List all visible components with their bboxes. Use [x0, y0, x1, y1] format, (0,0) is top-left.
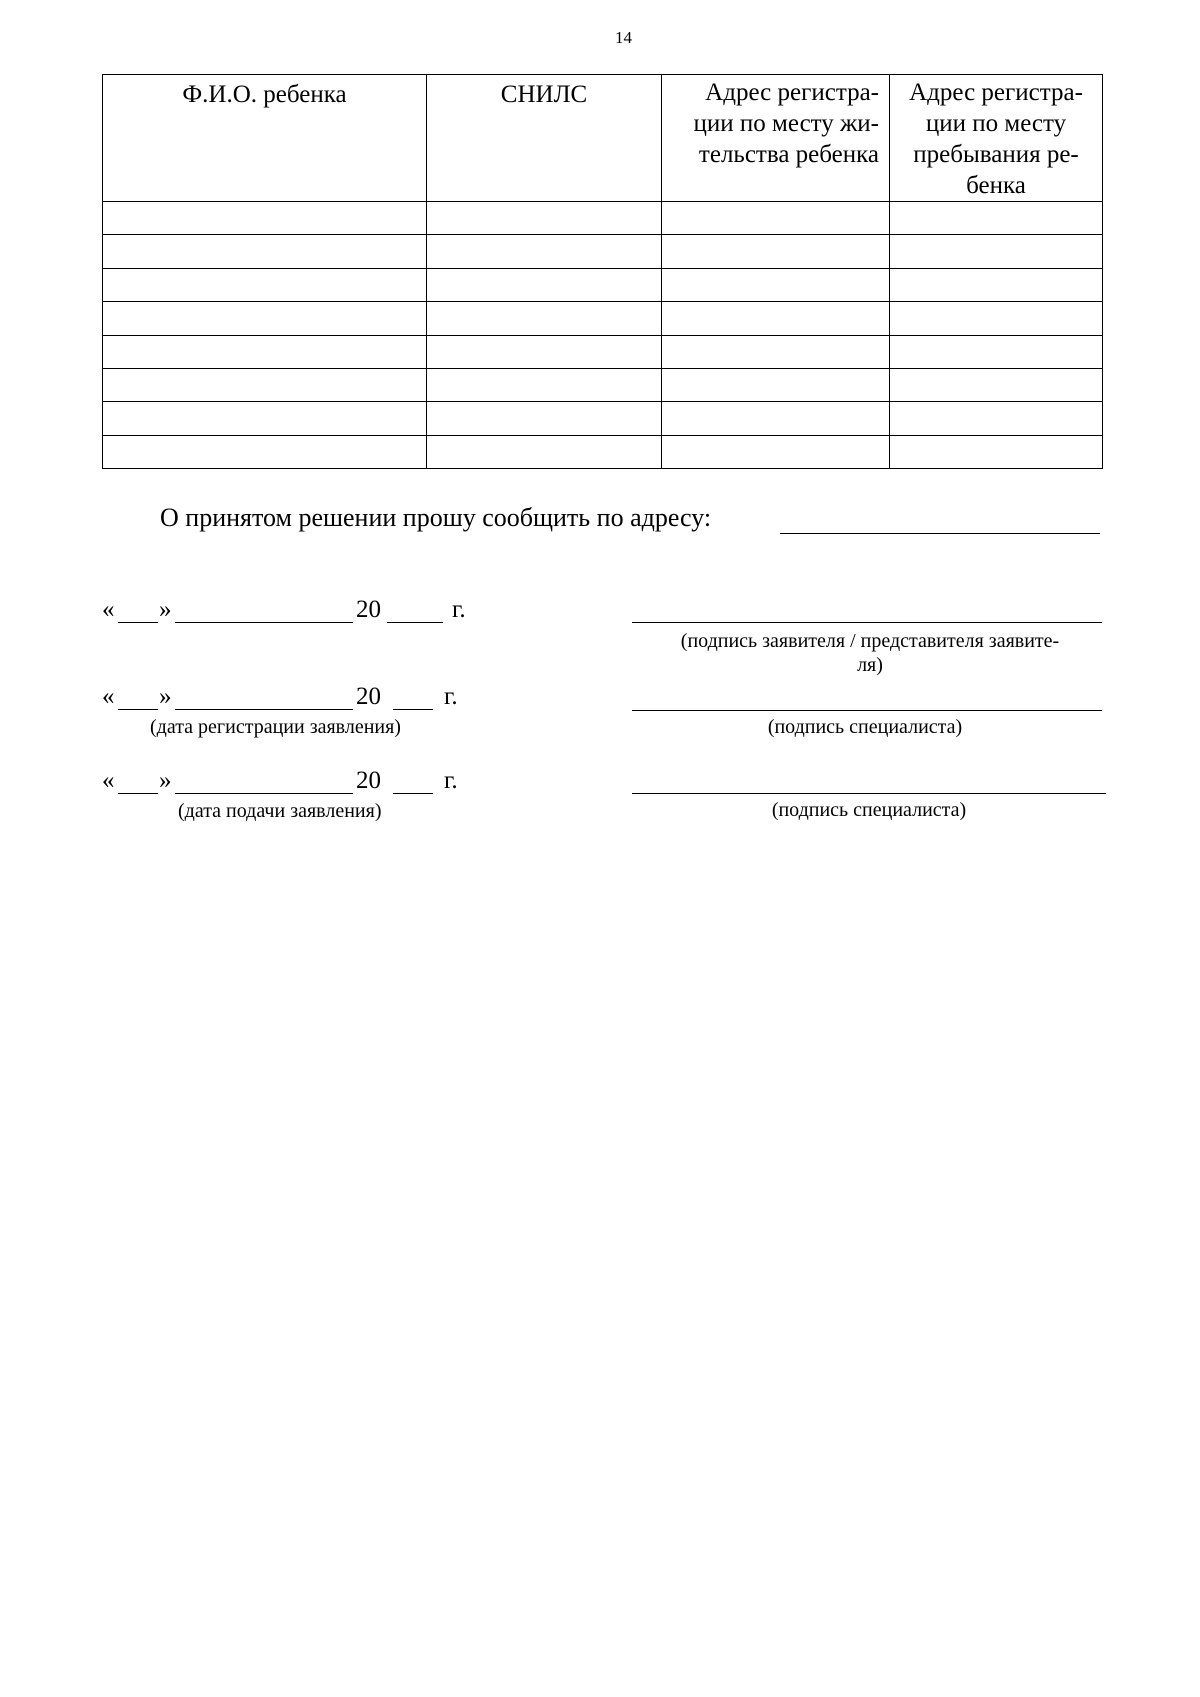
table-row	[103, 235, 1103, 268]
table-cell[interactable]	[103, 335, 427, 368]
table-cell[interactable]	[427, 235, 662, 268]
date-caption-submission: (дата подачи заявления)	[178, 800, 382, 822]
table-cell[interactable]	[427, 335, 662, 368]
header-residence-address-text: Адрес регистра- ции по месту жи- тельства ребенка	[693, 79, 879, 168]
date-open-quote: «	[102, 767, 115, 794]
year-prefix: 20	[356, 683, 381, 710]
applicant-signature-line[interactable]	[632, 622, 1102, 623]
table-cell[interactable]	[427, 202, 662, 235]
table-cell[interactable]	[427, 302, 662, 335]
table-cell[interactable]	[427, 268, 662, 301]
header-child-name-text: Ф.И.О. ребенка	[182, 81, 347, 108]
specialist-signature-line-1[interactable]	[632, 710, 1102, 711]
year-suffix: г.	[444, 683, 458, 710]
table-cell[interactable]	[662, 235, 890, 268]
table-cell[interactable]	[662, 268, 890, 301]
table-row	[103, 435, 1103, 468]
day-blank[interactable]	[118, 709, 158, 710]
header-stay-address	[890, 75, 1103, 202]
children-table	[102, 74, 1103, 469]
year-suffix: г.	[444, 767, 458, 794]
year-blank[interactable]	[393, 793, 433, 794]
month-blank[interactable]	[175, 793, 353, 794]
date-open-quote: «	[102, 683, 115, 710]
table-row	[103, 202, 1103, 235]
table-row	[103, 335, 1103, 368]
table-cell[interactable]	[103, 202, 427, 235]
year-suffix: г.	[452, 596, 466, 623]
header-snils	[427, 75, 662, 202]
table-cell[interactable]	[662, 368, 890, 401]
table-cell[interactable]	[427, 368, 662, 401]
specialist-signature-line-2[interactable]	[632, 793, 1106, 794]
table-cell[interactable]	[103, 435, 427, 468]
table-cell[interactable]	[890, 402, 1103, 435]
year-prefix: 20	[356, 767, 381, 794]
day-blank[interactable]	[118, 622, 158, 623]
table-row	[103, 268, 1103, 301]
table-cell[interactable]	[103, 302, 427, 335]
table-cell[interactable]	[662, 335, 890, 368]
table-header-row	[103, 75, 1103, 202]
table-cell[interactable]	[890, 302, 1103, 335]
applicant-signature-caption: (подпись заявителя / представителя заявите- ля)	[680, 630, 1060, 676]
table-row	[103, 302, 1103, 335]
table-cell[interactable]	[662, 435, 890, 468]
date-caption-registration: (дата регистрации заявления)	[150, 716, 401, 738]
address-request: О принятом решении прошу сообщить по адресу:	[160, 503, 712, 532]
date-close-quote: »	[159, 767, 172, 794]
date-open-quote: «	[102, 596, 115, 623]
table-cell[interactable]	[890, 268, 1103, 301]
year-prefix: 20	[356, 596, 381, 623]
year-blank[interactable]	[387, 622, 443, 623]
table-cell[interactable]	[103, 402, 427, 435]
table-cell[interactable]	[890, 335, 1103, 368]
table-cell[interactable]	[662, 302, 890, 335]
table-cell[interactable]	[103, 268, 427, 301]
table-cell[interactable]	[103, 368, 427, 401]
table-cell[interactable]	[890, 235, 1103, 268]
month-blank[interactable]	[175, 622, 353, 623]
day-blank[interactable]	[118, 793, 158, 794]
table-cell[interactable]	[662, 402, 890, 435]
specialist-signature-caption-2: (подпись специалиста)	[771, 799, 967, 821]
year-blank[interactable]	[393, 709, 433, 710]
header-stay-address-text: Адрес регистра- ции по месту пребывания ре- бенка	[909, 79, 1083, 199]
table-row	[103, 402, 1103, 435]
table-cell[interactable]	[890, 435, 1103, 468]
table-cell[interactable]	[662, 202, 890, 235]
header-residence-address	[662, 75, 890, 202]
table-cell[interactable]	[427, 435, 662, 468]
date-close-quote: »	[159, 683, 172, 710]
header-snils-text: СНИЛС	[500, 81, 588, 108]
table-cell[interactable]	[890, 368, 1103, 401]
table-row	[103, 368, 1103, 401]
table-cell[interactable]	[890, 202, 1103, 235]
month-blank[interactable]	[175, 709, 353, 710]
table-cell[interactable]	[427, 402, 662, 435]
header-child-name	[103, 75, 427, 202]
page-number: 14	[615, 28, 632, 47]
table-cell[interactable]	[103, 235, 427, 268]
address-input-line[interactable]	[780, 533, 1100, 534]
date-close-quote: »	[159, 596, 172, 623]
specialist-signature-caption-1: (подпись специалиста)	[767, 716, 963, 738]
